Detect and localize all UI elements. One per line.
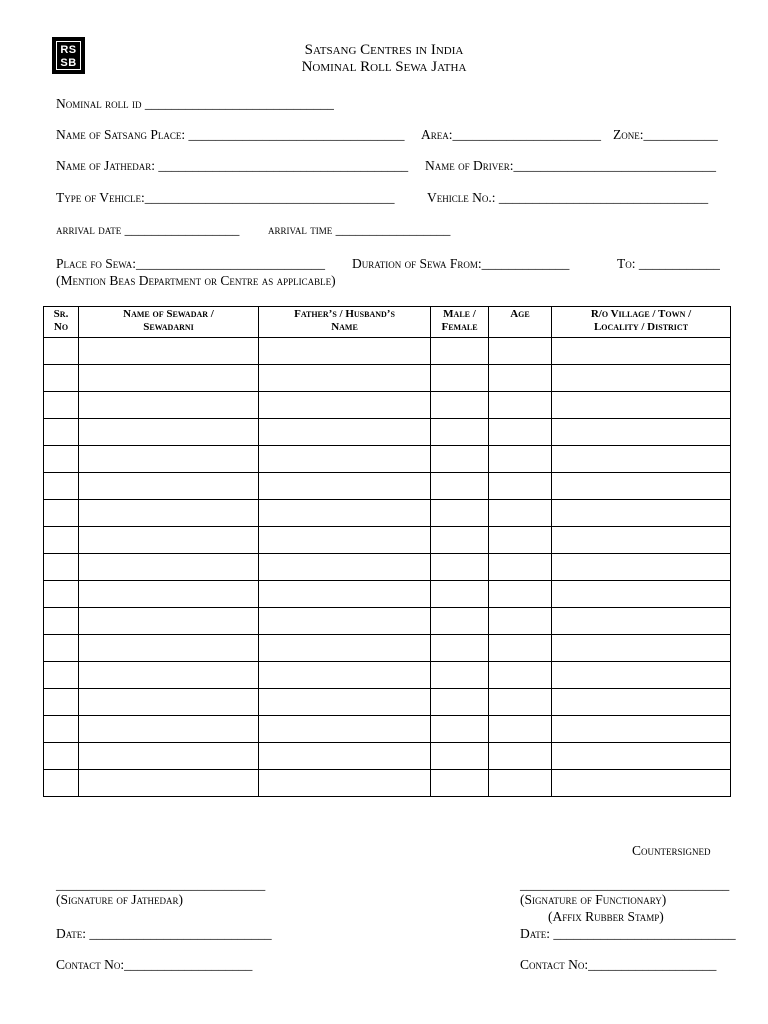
cell-father-husband-name[interactable] xyxy=(259,581,431,608)
table-body xyxy=(44,338,731,797)
place-of-sewa-field[interactable]: Place fo Sewa:____________________________ xyxy=(56,256,326,271)
cell-sewadar-name[interactable] xyxy=(79,689,259,716)
cell-sr-no[interactable] xyxy=(44,689,79,716)
cell-residence[interactable] xyxy=(552,338,731,365)
cell-gender[interactable] xyxy=(431,392,489,419)
cell-father-husband-name[interactable] xyxy=(259,392,431,419)
cell-residence[interactable] xyxy=(552,635,731,662)
cell-sewadar-name[interactable] xyxy=(79,635,259,662)
nominal-roll-id-field[interactable]: Nominal roll id ____________________________ xyxy=(56,96,334,111)
cell-gender[interactable] xyxy=(431,473,489,500)
table-row xyxy=(44,770,731,797)
header-residence: R/o Village / Town / Locality / District xyxy=(552,307,731,338)
cell-age[interactable] xyxy=(489,473,552,500)
cell-sr-no[interactable] xyxy=(44,770,79,797)
area-field[interactable]: Area:______________________ xyxy=(421,127,601,142)
table-row xyxy=(44,527,731,554)
satsang-place-field[interactable]: Name of Satsang Place: ________________________________ xyxy=(56,127,405,142)
cell-residence[interactable] xyxy=(552,392,731,419)
cell-age[interactable] xyxy=(489,338,552,365)
table-row xyxy=(44,689,731,716)
cell-residence[interactable] xyxy=(552,662,731,689)
cell-sewadar-name[interactable] xyxy=(79,581,259,608)
header-gender: Male / Female xyxy=(431,307,489,338)
cell-sewadar-name[interactable] xyxy=(79,392,259,419)
cell-residence[interactable] xyxy=(552,581,731,608)
cell-sr-no[interactable] xyxy=(44,527,79,554)
cell-sr-no[interactable] xyxy=(44,743,79,770)
table-row xyxy=(44,473,731,500)
header-sr-no: Sr. No xyxy=(44,307,79,338)
jathedar-date-field[interactable]: Date: ___________________________ xyxy=(56,926,272,941)
cell-gender[interactable] xyxy=(431,554,489,581)
cell-sewadar-name[interactable] xyxy=(79,662,259,689)
cell-residence[interactable] xyxy=(552,770,731,797)
cell-sewadar-name[interactable] xyxy=(79,473,259,500)
cell-gender[interactable] xyxy=(431,716,489,743)
cell-age[interactable] xyxy=(489,635,552,662)
cell-gender[interactable] xyxy=(431,743,489,770)
cell-sr-no[interactable] xyxy=(44,662,79,689)
cell-sewadar-name[interactable] xyxy=(79,419,259,446)
cell-sr-no[interactable] xyxy=(44,635,79,662)
mention-note: (Mention Beas Department or Centre as applicable) xyxy=(56,273,336,288)
cell-age[interactable] xyxy=(489,500,552,527)
cell-gender[interactable] xyxy=(431,500,489,527)
cell-father-husband-name[interactable] xyxy=(259,365,431,392)
table-row xyxy=(44,365,731,392)
cell-age[interactable] xyxy=(489,608,552,635)
cell-sewadar-name[interactable] xyxy=(79,716,259,743)
jathedar-signature-line[interactable]: _______________________________ xyxy=(56,877,266,892)
cell-age[interactable] xyxy=(489,527,552,554)
cell-sewadar-name[interactable] xyxy=(79,338,259,365)
countersigned-label: Countersigned xyxy=(632,843,711,858)
table-row xyxy=(44,554,731,581)
jathedar-name-field[interactable]: Name of Jathedar: _____________________________________ xyxy=(56,158,409,173)
cell-sewadar-name[interactable] xyxy=(79,500,259,527)
cell-father-husband-name[interactable] xyxy=(259,554,431,581)
arrival-date-field[interactable]: arrival date _________________ xyxy=(56,222,240,237)
header-age: Age xyxy=(489,307,552,338)
duration-from-field[interactable]: Duration of Sewa From:_____________ xyxy=(352,256,570,271)
rubber-stamp-note: (Affix Rubber Stamp) xyxy=(548,909,664,924)
cell-residence[interactable] xyxy=(552,500,731,527)
cell-residence[interactable] xyxy=(552,419,731,446)
cell-father-husband-name[interactable] xyxy=(259,716,431,743)
cell-sewadar-name[interactable] xyxy=(79,743,259,770)
table-header-row xyxy=(44,307,731,338)
cell-sewadar-name[interactable] xyxy=(79,770,259,797)
cell-sr-no[interactable] xyxy=(44,365,79,392)
table-row xyxy=(44,392,731,419)
cell-sr-no[interactable] xyxy=(44,473,79,500)
cell-sr-no[interactable] xyxy=(44,608,79,635)
vehicle-type-field[interactable]: Type of Vehicle:_____________________________________ xyxy=(56,190,395,205)
logo-line-2: SB xyxy=(60,57,77,69)
cell-father-husband-name[interactable] xyxy=(259,662,431,689)
zone-field[interactable]: Zone:___________ xyxy=(613,127,718,142)
cell-sewadar-name[interactable] xyxy=(79,446,259,473)
cell-sr-no[interactable] xyxy=(44,716,79,743)
cell-father-husband-name[interactable] xyxy=(259,608,431,635)
cell-age[interactable] xyxy=(489,554,552,581)
logo-line-1: RS xyxy=(60,44,77,56)
page-subtitle: Nominal Roll Sewa Jatha xyxy=(301,59,467,75)
cell-gender[interactable] xyxy=(431,581,489,608)
cell-sr-no[interactable] xyxy=(44,419,79,446)
cell-sr-no[interactable] xyxy=(44,392,79,419)
cell-gender[interactable] xyxy=(431,608,489,635)
cell-sr-no[interactable] xyxy=(44,581,79,608)
cell-age[interactable] xyxy=(489,365,552,392)
page-title: Satsang Centres in India xyxy=(304,42,464,58)
cell-residence[interactable] xyxy=(552,527,731,554)
cell-sewadar-name[interactable] xyxy=(79,365,259,392)
table-row xyxy=(44,662,731,689)
cell-residence[interactable] xyxy=(552,689,731,716)
cell-age[interactable] xyxy=(489,689,552,716)
cell-gender[interactable] xyxy=(431,662,489,689)
table-row xyxy=(44,446,731,473)
table-row xyxy=(44,743,731,770)
cell-father-husband-name[interactable] xyxy=(259,635,431,662)
duration-to-field[interactable]: To: ____________ xyxy=(617,256,720,271)
cell-father-husband-name[interactable] xyxy=(259,770,431,797)
table-row xyxy=(44,338,731,365)
functionary-date-field[interactable]: Date: ___________________________ xyxy=(520,926,736,941)
cell-father-husband-name[interactable] xyxy=(259,527,431,554)
cell-gender[interactable] xyxy=(431,527,489,554)
table-row xyxy=(44,500,731,527)
cell-gender[interactable] xyxy=(431,446,489,473)
cell-age[interactable] xyxy=(489,716,552,743)
header-father-husband-name: Father’s / Husband’s Name xyxy=(259,307,431,338)
cell-father-husband-name[interactable] xyxy=(259,689,431,716)
cell-gender[interactable] xyxy=(431,635,489,662)
driver-name-field[interactable]: Name of Driver:______________________________ xyxy=(425,158,717,173)
cell-father-husband-name[interactable] xyxy=(259,446,431,473)
cell-sewadar-name[interactable] xyxy=(79,527,259,554)
cell-age[interactable] xyxy=(489,419,552,446)
cell-father-husband-name[interactable] xyxy=(259,419,431,446)
cell-age[interactable] xyxy=(489,662,552,689)
cell-sr-no[interactable] xyxy=(44,338,79,365)
cell-residence[interactable] xyxy=(552,716,731,743)
functionary-contact-field[interactable]: Contact No:___________________ xyxy=(520,957,717,972)
table-row xyxy=(44,581,731,608)
cell-gender[interactable] xyxy=(431,770,489,797)
cell-residence[interactable] xyxy=(552,743,731,770)
cell-father-husband-name[interactable] xyxy=(259,473,431,500)
cell-age[interactable] xyxy=(489,446,552,473)
cell-age[interactable] xyxy=(489,392,552,419)
jathedar-signature-label: (Signature of Jathedar) xyxy=(56,892,184,907)
cell-residence[interactable] xyxy=(552,446,731,473)
cell-gender[interactable] xyxy=(431,419,489,446)
cell-age[interactable] xyxy=(489,770,552,797)
cell-sr-no[interactable] xyxy=(44,446,79,473)
header-sewadar-name: Name of Sewadar / Sewadarni xyxy=(79,307,259,338)
cell-sewadar-name[interactable] xyxy=(79,554,259,581)
table-row xyxy=(44,419,731,446)
cell-residence[interactable] xyxy=(552,365,731,392)
vehicle-no-field[interactable]: Vehicle No.: _______________________________ xyxy=(427,190,709,205)
cell-father-husband-name[interactable] xyxy=(259,500,431,527)
functionary-signature-label: (Signature of Functionary) xyxy=(520,892,667,907)
cell-gender[interactable] xyxy=(431,689,489,716)
cell-gender[interactable] xyxy=(431,365,489,392)
table-row xyxy=(44,608,731,635)
cell-age[interactable] xyxy=(489,581,552,608)
cell-father-husband-name[interactable] xyxy=(259,743,431,770)
cell-sewadar-name[interactable] xyxy=(79,608,259,635)
cell-father-husband-name[interactable] xyxy=(259,338,431,365)
arrival-time-field[interactable]: arrival time _________________ xyxy=(268,222,451,237)
cell-sr-no[interactable] xyxy=(44,554,79,581)
jathedar-contact-field[interactable]: Contact No:___________________ xyxy=(56,957,253,972)
cell-age[interactable] xyxy=(489,743,552,770)
cell-gender[interactable] xyxy=(431,338,489,365)
table-row xyxy=(44,635,731,662)
table-row xyxy=(44,716,731,743)
functionary-signature-line[interactable]: _______________________________ xyxy=(520,877,730,892)
cell-residence[interactable] xyxy=(552,473,731,500)
cell-residence[interactable] xyxy=(552,554,731,581)
cell-sr-no[interactable] xyxy=(44,500,79,527)
nominal-roll-table xyxy=(43,306,731,797)
cell-residence[interactable] xyxy=(552,608,731,635)
